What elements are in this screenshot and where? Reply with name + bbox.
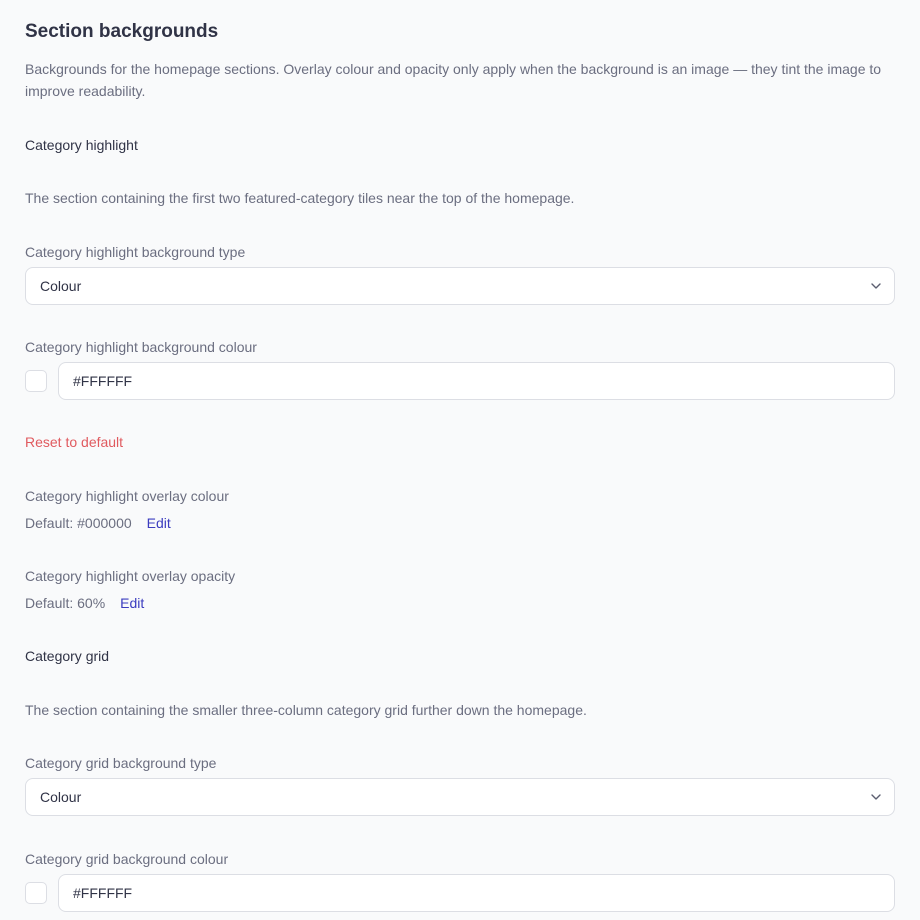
chevron-down-icon bbox=[870, 280, 882, 292]
overlay-opacity-label: Category highlight overlay opacity bbox=[25, 568, 236, 584]
category-highlight-background-colour-input[interactable] bbox=[58, 362, 895, 400]
overlay-colour-edit-link[interactable]: Edit bbox=[146, 515, 171, 531]
category-grid-background-type-select[interactable] bbox=[25, 778, 895, 816]
overlay-colour-default-row bbox=[25, 513, 171, 533]
section-description-category-grid: The section containing the smaller three-column category grid further down the homepage. bbox=[25, 702, 587, 718]
background-type-label: Category highlight background type bbox=[25, 244, 246, 260]
overlay-opacity-default: Default: 60% bbox=[25, 595, 106, 611]
page-title: Section backgrounds bbox=[25, 21, 219, 42]
grid-colour-swatch[interactable] bbox=[25, 882, 47, 904]
chevron-down-icon bbox=[870, 791, 882, 803]
select-value: Colour bbox=[40, 278, 82, 294]
select-value: Colour bbox=[40, 789, 82, 805]
page-intro: Backgrounds for the homepage sections. Overlay colour and opacity only apply when the background is an image — they tint the image to improve readability. bbox=[25, 61, 882, 99]
overlay-opacity-edit-link[interactable]: Edit bbox=[120, 595, 145, 611]
section-description-category-highlight: The section containing the first two featured-category tiles near the top of the homepage. bbox=[25, 190, 575, 206]
overlay-opacity-default-row bbox=[25, 593, 144, 613]
input-value: #FFFFFF bbox=[73, 373, 133, 389]
background-colour-label: Category highlight background colour bbox=[25, 339, 257, 355]
category-highlight-background-type-select[interactable] bbox=[25, 267, 895, 305]
grid-background-type-label: Category grid background type bbox=[25, 755, 217, 771]
category-grid-background-colour-input[interactable] bbox=[58, 874, 895, 912]
reset-to-default-link[interactable]: Reset to default bbox=[25, 434, 124, 450]
grid-background-colour-label: Category grid background colour bbox=[25, 851, 229, 867]
overlay-colour-label: Category highlight overlay colour bbox=[25, 488, 229, 504]
section-heading-category-highlight: Category highlight bbox=[25, 137, 138, 153]
section-heading-category-grid: Category grid bbox=[25, 648, 110, 664]
input-value: #FFFFFF bbox=[73, 885, 133, 901]
colour-swatch[interactable] bbox=[25, 370, 47, 392]
overlay-colour-default: Default: #000000 bbox=[25, 515, 132, 531]
